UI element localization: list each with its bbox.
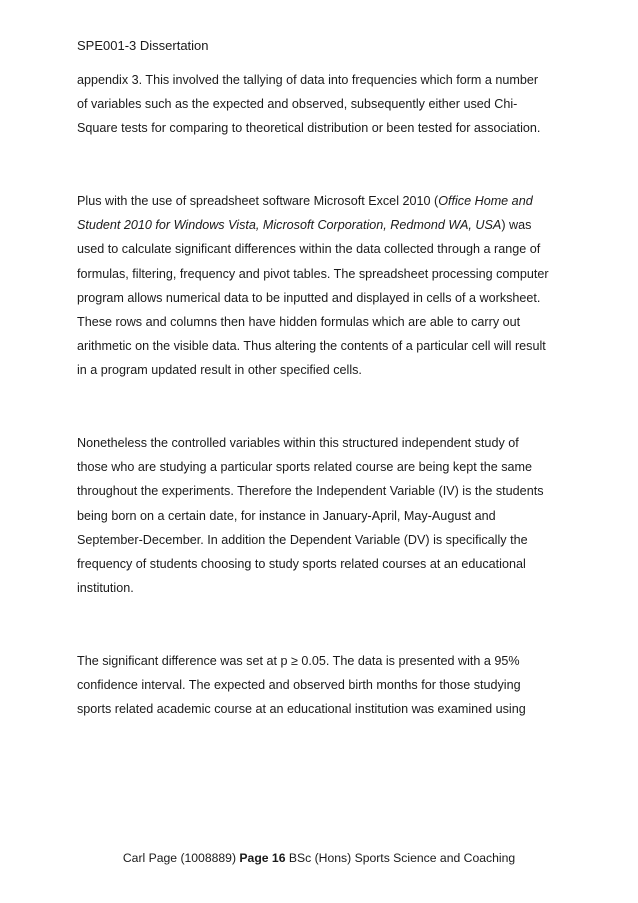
text-line: Nonetheless the controlled variables within this structured independent study of — [77, 436, 519, 451]
page-footer — [0, 850, 638, 866]
text-line: throughout the experiments. Therefore the Independent Variable (IV) is the students — [77, 484, 544, 499]
page-header: SPE001-3 Dissertation — [77, 38, 209, 53]
text-line: Square tests for comparing to theoretical distribution or been tested for association. — [77, 121, 541, 136]
paragraph-gap — [77, 383, 577, 431]
paragraph — [77, 649, 577, 722]
italic-citation: Office Home and — [438, 194, 533, 208]
text-line: frequency of students choosing to study sports related courses at an educational — [77, 557, 526, 572]
footer-course: BSc (Hons) Sports Science and Coaching — [288, 851, 516, 865]
text-line: sports related academic course at an educational institution was examined using — [77, 702, 526, 717]
text-line: formulas, filtering, frequency and pivot tables. The spreadsheet processing computer — [77, 266, 549, 281]
text-run: Plus with the use of spreadsheet software Microsoft Excel 2010 ( — [77, 194, 439, 208]
text-line: of variables such as the expected and observed, subsequently either used Chi- — [77, 97, 518, 112]
page-number: Page 16 — [239, 851, 286, 865]
paragraph — [77, 431, 577, 600]
paragraph-gap — [77, 600, 577, 648]
italic-citation: Student 2010 for Windows Vista, Microsoft Corporation, Redmond WA, USA — [77, 218, 502, 233]
text-line: used to calculate significant differences within the data collected through a range of — [77, 242, 541, 257]
text-line: appendix 3. This involved the tallying of data into frequencies which form a number — [77, 73, 539, 87]
text-line: arithmetic on the visible data. Thus altering the contents of a particular cell will result — [77, 339, 546, 354]
text-line: institution. — [77, 581, 134, 596]
text-line: The significant difference was set at p ≥ 0.05. The data is presented with a 95% — [77, 653, 520, 668]
text-line: These rows and columns then have hidden formulas which are able to carry out — [77, 315, 521, 330]
text-line: those who are studying a particular sports related course are being kept the same — [77, 460, 533, 475]
text-line: program allows numerical data to be inputted and displayed in cells of a worksheet. — [77, 290, 541, 305]
paragraph — [77, 189, 577, 383]
body-text — [77, 68, 577, 721]
paragraph-gap — [77, 141, 577, 189]
text-line: in a program updated result in other specified cells. — [77, 363, 362, 378]
text-line: September-December. In addition the Dependent Variable (DV) is specifically the — [77, 532, 528, 547]
footer-author: Carl Page (1008889) — [122, 851, 237, 865]
paragraph — [77, 68, 577, 141]
text-line: confidence interval. The expected and observed birth months for those studying — [77, 678, 521, 693]
text-line — [77, 189, 577, 213]
text-run: ) was — [501, 218, 532, 233]
text-line — [77, 213, 577, 237]
text-line: being born on a certain date, for instance in January-April, May-August and — [77, 508, 496, 523]
